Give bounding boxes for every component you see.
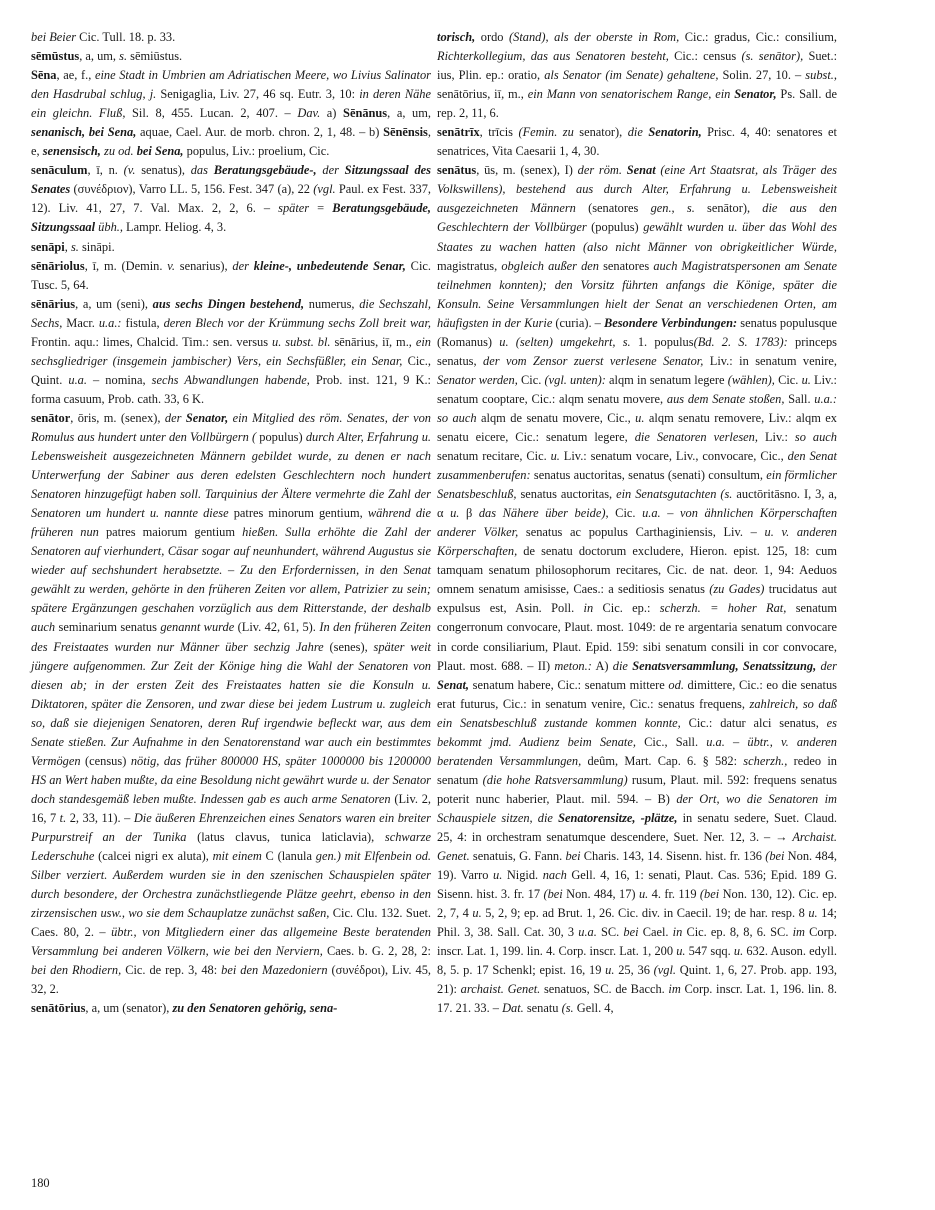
dictionary-entry: sēnāriolus, ī, m. (Demin. v. senarius), der kleine-, unbedeutende Senar, Cic. Tusc. 5, 64. bbox=[31, 258, 431, 292]
dictionary-entry: senātōrius, a, um (senator), zu den Senatoren gehörig, sena- bbox=[31, 1001, 338, 1016]
dictionary-entry: Sēna, ae, f., eine Stadt in Umbrien am Adriatischen Meere, wo Livius Salinator den Hasdrubal schlug, j. Senigaglia, Liv. 27, 46 sq. Eutr. 3, 10: in deren Nähe ein gleichn. Fluß, Sil. 8, 455. Lucan. 2, 407. – Dav. a) Sēnānus, a, um, senanisch, bei Sena, aquae, Cael. Aur. de morb. chron. 2, 1, 48. – b) Sēnēnsis, e, senensisch, zu od. bei Sena, populus, Liv.: proelium, Cic. bbox=[31, 68, 431, 159]
dictionary-entry: torisch, ordo (Stand), als der oberste in Rom, Cic.: gradus, Cic.: consilium, Richterkollegium, das aus Senatoren besteht, Cic.: census (s. senātor), Suet.: ius, Plin. ep.: oratio, als Senator (im Senate) gehaltene, Solin. 27, 10. – subst., senātōrius, iī, m., ein Mann von senatorischem Range, ein Senator, Ps. Sall. de rep. 2, 11, 6. bbox=[437, 30, 838, 121]
dictionary-entry: senātrīx, trīcis (Femin. zu senator), die Senatorin, Prisc. 4, 40: senatores et senatrices, Vita Caesarii 1, 4, 30. bbox=[437, 125, 837, 159]
right-column bbox=[437, 28, 837, 1018]
dictionary-entry: bei Beier Cic. Tull. 18. p. 33. bbox=[31, 30, 176, 44]
dictionary-entry: senāculum, ī, n. (v. senatus), das Beratungsgebäude-, der Sitzungssaal des Senates (συνέδριον), Varro LL. 5, 156. Fest. 347 (a), 22 (vgl. Paul. ex Fest. 337, 12). Liv. 41, 27, 7. Val. Max. 2, 2, 6. – später = Beratungsgebäude, Sitzungssaal übh., Lampr. Heliog. 4, 3. bbox=[31, 163, 431, 235]
left-column bbox=[31, 28, 431, 1018]
dictionary-entry: senāpi, s. sināpi. bbox=[31, 239, 115, 254]
dictionary-entry: sēnārius, a, um (seni), aus sechs Dingen bestehend, numerus, die Sechszahl, Sechs, Macr. u.a.: fistula, deren Blech vor der Krümmung sechs Zoll breit war, Frontin. aqu.: limes, Chalcid. Tim.: sen. versus u. subst. bl. sēnārius, iī, m., ein sechsgliedriger (insgemein jambischer) Vers, ein Sechsfüßler, ein Senar, Cic., Quint. u.a. – nomina, sechs Abwandlungen habende, Prob. inst. 121, 9 K.: forma casuum, Prob. cath. 33, 6 K. bbox=[31, 296, 431, 406]
dictionary-entry: senātor, ōris, m. (senex), der Senator, ein Mitglied des röm. Senates, der von Romulus aus hundert unter den Vollbürgern ( populus) durch Alter, Erfahrung u. Lebensweisheit ausgezeichneten Männern gebildet wurde, zu denen er nach Unterwerfung der Sabiner aus deren edelsten Geschlechtern noch hundert Senatoren hinzugefügt haben soll. Tarquinius der Ältere vermehrte die Zahl der Senatoren um hundert u. nannte diese patres minorum gentium, während die früheren nun patres maiorum gentium hießen. Sulla erhöhte die Zahl der Senatoren auf vierhundert, Cäsar sogar auf neunhundert, während Augustus sie wieder auf sechshundert herabsetzte. – Zu den Erfordernissen, in den Senat gewählt zu werden, gehörte in den früheren Zeiten vor allem, Patrizier zu sein; spätere Ergänzungen geschahen vorzüglich aus dem Ritterstande, der deshalb auch seminarium senatus genannt wurde (Liv. 42, 61, 5). In den früheren Zeiten des Freistaates wurden nur Männer über sechzig Jahre (senes), später weit jüngere aufgenommen. Zur Zeit der Könige hing die Wahl der Senatoren von diesen ab; in der ersten Zeit des Freistaates hatten sie die Konsuln u. Diktatoren, später die Zensoren, und zwar diese bei jedem Lustrum u. zugleich so, daß sie diejenigen Senatoren, deren Ruf irgendwie befleckt war, aus dem Senate stießen. Zur Aufnahme in den Senatorenstand war auch ein bestimmtes Vermögen (census) nötig, das früher 800000 HS, später 1000000 bis 1200000 HS an Wert haben mußte, da eine Besoldung nicht gewährt wurde u. der Senator doch standesgemäß leben mußte. Indessen gab es auch arme Senatoren (Liv. 2, 16, 7 t. 2, 33, 11). – Die äußeren Ehrenzeichen eines Senators waren ein breiter Purpurstreif an der Tunika (latus clavus, tunica laticlavia), schwarze Lederschuhe (calcei nigri ex aluta), mit einem C (lanula gen.) mit Elfenbein od. Silber verziert. Außerdem wurden sie in den szenischen Schauspielen später durch besondere, der Orchestra zunächstliegende Plätze geehrt, ebenso in den zirzensischen usw., wo sie dem Schauplatze zunächst saßen, Cic. Clu. 132. Suet. Caes. 80, 2. – übtr., von Mitgliedern einer das allgemeine Beste beratenden Versammlung bei anderen Völkern, wie bei den Nerviern, Caes. b. G. 2, 28, 2: bei den Rhodiern, Cic. de rep. 3, 48: bei den Mazedoniern (συνέδροι), Liv. 45, 32, 2. bbox=[31, 410, 432, 997]
dictionary-entry: sēmūstus, a, um, s. sēmiūstus. bbox=[31, 49, 183, 64]
dictionary-entry: senātus, ūs, m. (senex), I) der röm. Senat (eine Art Staatsrat, als Träger des Volkswillens), bestehend aus durch Alter, Erfahrung u. Lebensweisheit ausgezeichneten Männern (senatores gen., s. senātor), die aus den Geschlechtern der Vollbürger (populus) gewählt wurden u. über das Wohl des Staates zu wachen hatten (also nicht Männer von obrigkeitlicher Würde, magistratus, obgleich außer den senatores auch Magistratspersonen am Senate teilnehmen konnten); den Vorsitz führten anfangs die Könige, später die Konsuln. Seine Versammlungen hielt der Senat an verschiedenen Orten, am häufigsten in der Kurie (curia). – Besondere Verbindungen: senatus populusque (Romanus) u. (selten) umgekehrt, s. 1. populus(Bd. 2. S. 1783): princeps senatus, der vom Zensor zuerst verlesene Senator, Liv.: in senatum venire, Senator werden, Cic. (vgl. unten): alqm in senatum legere (wählen), Cic. u. Liv.: senatum cooptare, Cic.: alqm senatu movere, aus dem Senate stoßen, Sall. u.a.: so auch alqm de senatu movere, Cic., u. alqm senatu removere, Liv.: alqm ex senatu eicere, Cic.: senatum legere, die Senatoren verlesen, Liv.: so auch senatum recitare, Cic. u. Liv.: senatum vocare, Liv., convocare, Cic., den Senat zusammenberufen: senatus auctoritas, senatus (senati) consultum, ein förmlicher Senatsbeschluß, senatus auctoritas, ein Senatsgutachten (s. auctōritāsno. I, 3, a, α u. β das Nähere über beide), Cic. u.a. – von ähnlichen Körperschaften anderer Völker, senatus ac populus Carthaginiensis, Liv. – u. v. anderen Körperschaften, de senatu doctorum excludere, Hieron. epist. 125, 18: cum tamquam senatum philosophorum recitares, Cic. de nat. deor. 1, 94: Aeduos omnem senatum amisisse, Caes.: a seditiosis senatus (zu Gades) trucidatus aut expulsus est, Asin. Poll. in Cic. ep.: scherzh. = hoher Rat, senatum congerronum convocare, Plaut. most. 1049: de re argentaria senatum convocare in corde consiliarium, Plaut. Epid. 159: sibi senatum consili in cor convocare, Plaut. most. 688. – II) meton.: A) die Senatsversammlung, Senatssitzung, der Senat, senatum habere, Cic.: senatum mittere od. dimittere, Cic.: eo die senatus erat futurus, Cic.: in senatum venire, Cic.: senatus frequens, zahlreich, so daß ein Senatsbeschluß zustande kommen konnte, Cic.: datur alci senatus, es bekommt jmd. Audienz beim Senate, Cic., Sall. u.a. – übtr., v. anderen beratenden Versammlungen, deûm, Mart. Cap. 6. § 582: scherzh., redeo in senatum (die hohe Ratsversammlung) rusum, Plaut. mil. 592: frequens senatus poterit nunc haberier, Plaut. mil. 594. – B) der Ort, wo die Senatoren im Schauspiele sitzen, die Senatorensitze, -plätze, in senatu sedere, Suet. Claud. 25, 4: in orchestram senatumque descendere, Suet. Ner. 12, 3. – → Archaist. Genet. senatuis, G. Fann. bei Charis. 143, 14. Sisenn. hist. fr. 136 (bei Non. 484, 19). Varro u. Nigid. nach Gell. 4, 16, 1: senati, Plaut. Cas. 536; Epid. 189 G. Sisenn. hist. 3. fr. 17 (bei Non. 484, 17) u. 4. fr. 119 (bei Non. 130, 12). Cic. ep. 2, 7, 4 u. 5, 2, 9; ep. ad Brut. 1, 26. Cic. div. in Caecil. 19; de har. resp. 8 u. 14; Phil. 3, 38. Sall. Cat. 30, 3 u.a. SC. bei Cael. in Cic. ep. 8, 8, 6. SC. im Corp. inscr. Lat. 1, 199. lin. 4. Corp. inscr. Lat. 1, 200 u. 547 sqq. u. 632. Auson. edyll. 8, 5. p. 17 Schenkl; epist. 16, 19 u. 25, 36 (vgl. Quint. 1, 6, 27. Prob. app. 193, 21): archaist. Genet. senatuos, SC. de Bacch. im Corp. inscr. Lat. 1, 196. lin. 8. 17. 21. 33. – Dat. senatu (s. Gell. 4, bbox=[437, 163, 838, 1016]
page-number: 180 bbox=[31, 1176, 50, 1190]
